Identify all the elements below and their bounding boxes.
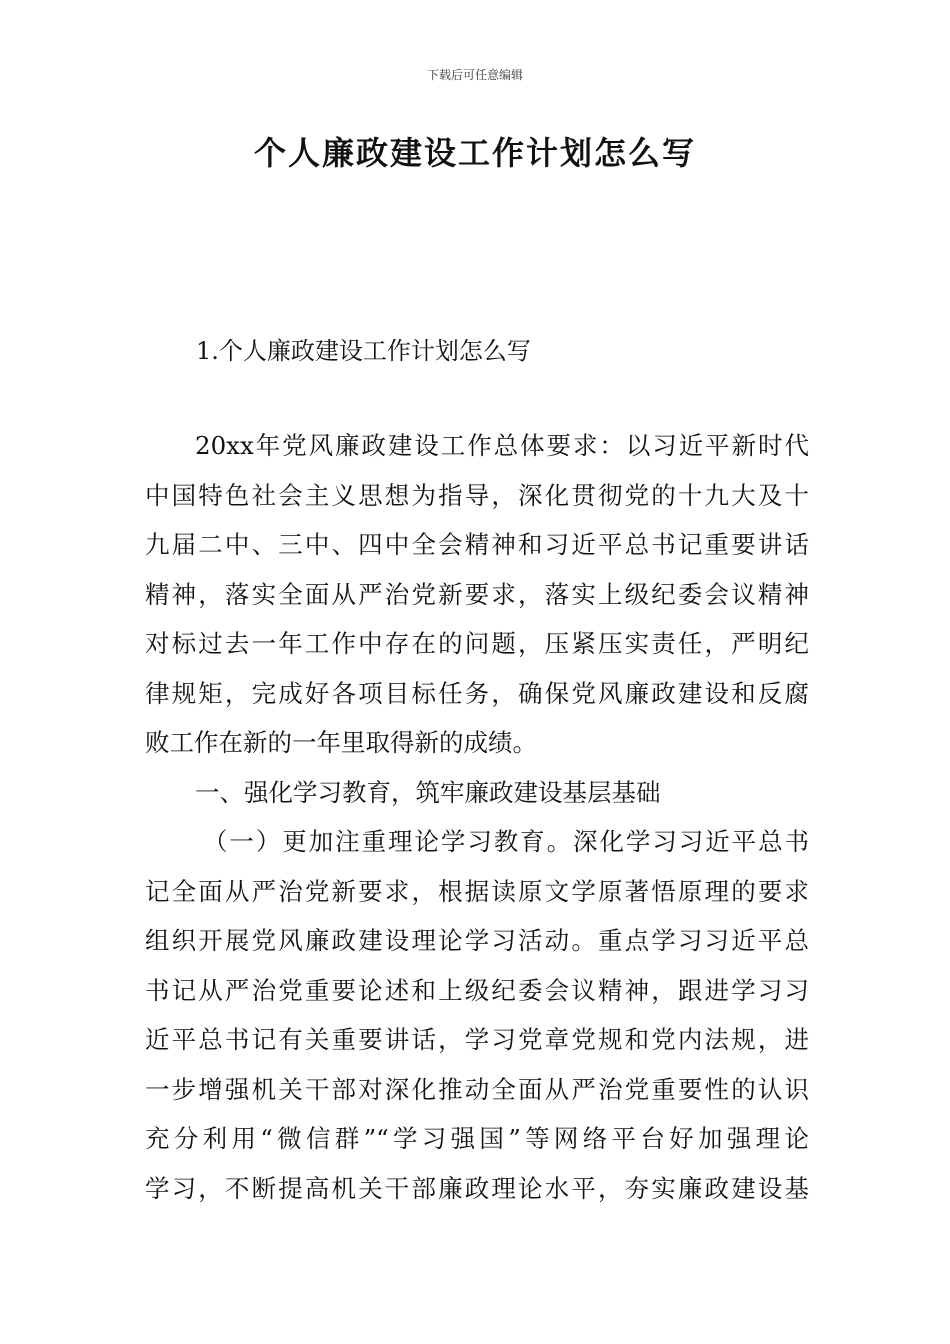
- section-heading: 1.个人廉政建设工作计划怎么写: [196, 337, 531, 365]
- paragraph-line: （一）更加注重理论学习教育。深化学习习近平总书: [203, 827, 809, 856]
- paragraph-line: 充分利用“微信群”“学习强国”等网络平台好加强理论: [145, 1124, 809, 1153]
- paragraph-overall-requirements: [145, 421, 809, 1213]
- paragraph-line: 20xx年党风廉政建设工作总体要求：以习近平新时代: [195, 431, 809, 460]
- paragraph-line: 书记从严治党重要论述和上级纪委会议精神，跟进学习习: [145, 975, 809, 1005]
- paragraph-line: 九届二中、三中、四中全会精神和习近平总书记重要讲话: [145, 530, 809, 559]
- paragraph-line: 对标过去一年工作中存在的问题，压紧压实责任，严明纪: [145, 629, 809, 658]
- header-note: 下载后可任意编辑: [426, 68, 523, 82]
- paragraph-line: 近平总书记有关重要讲话，学习党章党规和党内法规，进: [145, 1025, 809, 1054]
- paragraph-line: 律规矩，完成好各项目标任务，确保党风廉政建设和反腐: [145, 678, 809, 708]
- paragraph-line: 一步增强机关干部对深化推动全面从严治党重要性的认识: [145, 1074, 809, 1104]
- document-title: 个人廉政建设工作计划怎么写: [253, 134, 696, 172]
- paragraph-line: 败工作在新的一年里取得新的成绩。: [145, 728, 537, 757]
- paragraph-line: 精神，落实全面从严治党新要求，落实上级纪委会议精神: [145, 579, 809, 609]
- paragraph-line: 记全面从严治党新要求，根据读原文学原著悟原理的要求: [145, 876, 809, 906]
- paragraph-line: 组织开展党风廉政建设理论学习活动。重点学习习近平总: [145, 926, 809, 955]
- paragraph-line: 学习，不断提高机关干部廉政理论水平，夯实廉政建设基: [145, 1173, 809, 1203]
- heading-strengthen-learning: 一、强化学习教育，筑牢廉政建设基层基础: [195, 777, 661, 807]
- paragraph-line: 中国特色社会主义思想为指导，深化贯彻党的十九大及十: [145, 480, 809, 510]
